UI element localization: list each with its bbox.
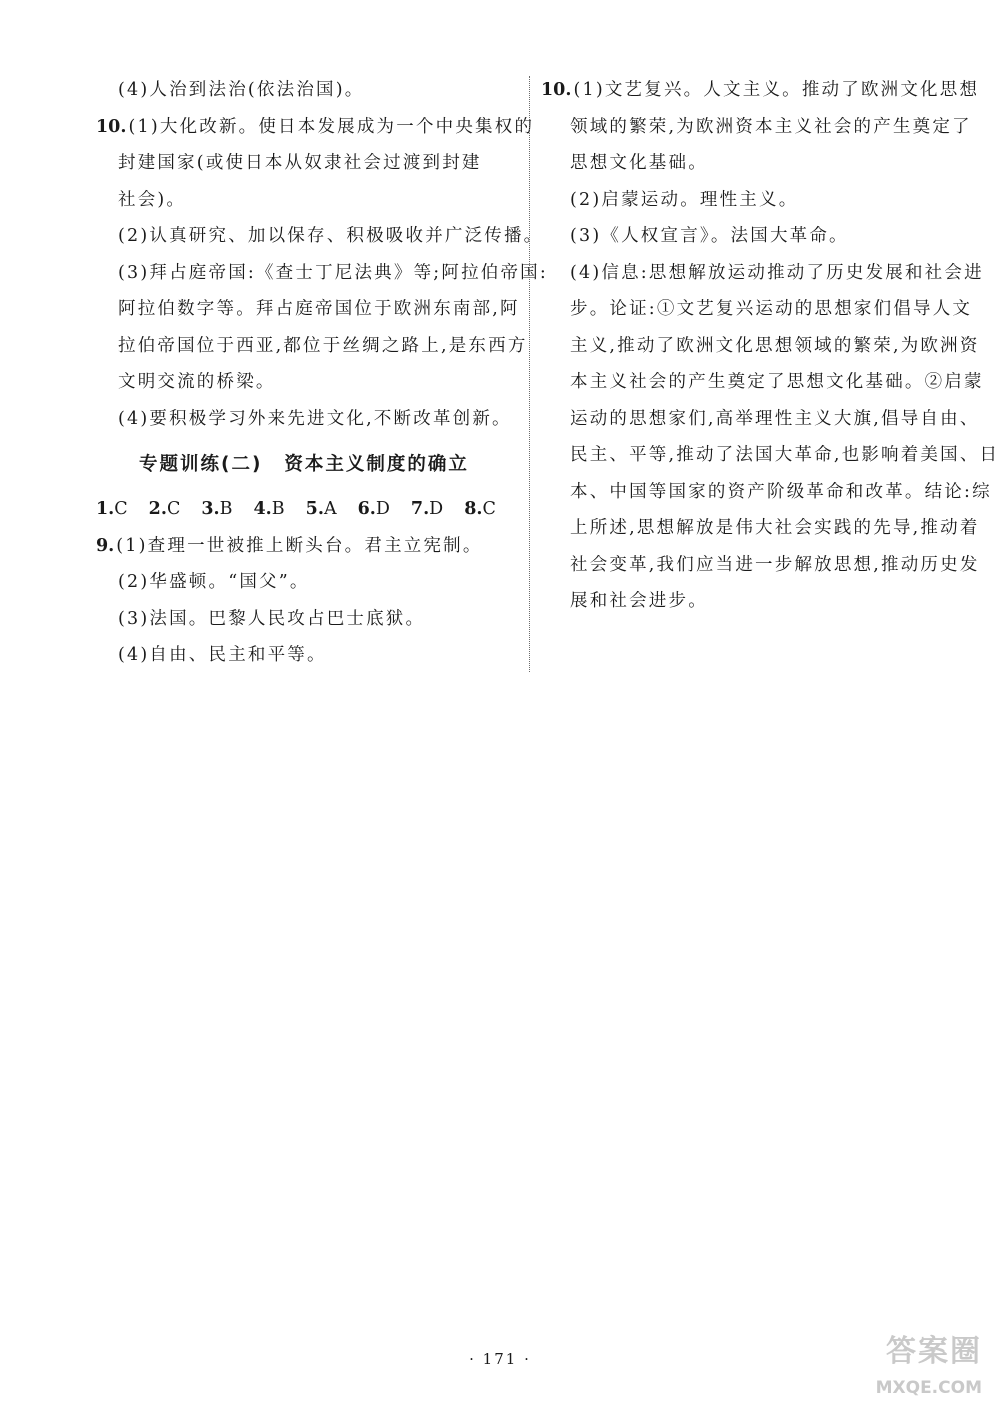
- q10-line-2: 封建国家(或使日本从奴隶社会过渡到封建: [118, 153, 482, 173]
- q9-part1: (1)查理一世被推上断头台。君主立宪制。: [116, 535, 483, 556]
- section-heading-subtitle: 资本主义制度的确立: [284, 454, 469, 475]
- r-q10-part4-line-2: 步。论证:①文艺复兴运动的思想家们倡导人文: [570, 299, 973, 319]
- r-q10-part4-line-5: 运动的思想家们,高举理性主义大旗,倡导自由、: [570, 408, 980, 429]
- mc-answer: 5.A: [305, 499, 337, 519]
- right-column: [541, 72, 1000, 620]
- r-q10-part1-line-2: 领域的繁荣,为欧洲资本主义社会的产生奠定了: [570, 116, 972, 137]
- r-q10-part1-line-3: 思想文化基础。: [570, 153, 708, 173]
- q10-part3-line-2: 阿拉伯数字等。拜占庭帝国位于欧洲东南部,阿: [118, 299, 520, 319]
- mc-answer: 6.D: [357, 499, 390, 519]
- watermark-logo-text: 答案圈: [886, 1334, 982, 1369]
- q10-part3-line-1: (3)拜占庭帝国:《查士丁尼法典》等;阿拉伯帝国:: [118, 262, 548, 283]
- r-q10-part3: (3)《人权宣言》。法国大革命。: [570, 226, 849, 246]
- q9-part3: (3)法国。巴黎人民攻占巴士底狱。: [118, 608, 426, 629]
- mc-answer: 8.C: [464, 499, 496, 519]
- page-number: · 171 ·: [469, 1350, 531, 1368]
- r-q10-part4-line-1: (4)信息:思想解放运动推动了历史发展和社会进: [570, 262, 984, 283]
- r-q10-part4-line-6: 民主、平等,推动了法国大革命,也影响着美国、日: [570, 445, 1000, 465]
- r-q10-part4-line-10: 展和社会进步。: [570, 591, 708, 611]
- section-heading: [96, 445, 524, 485]
- q10-part3-line-3: 拉伯帝国位于西亚,都位于丝绸之路上,是东西方: [118, 335, 528, 356]
- q9-part2: (2)华盛顿。“国父”。: [118, 572, 310, 592]
- watermark-logo: [838, 1326, 988, 1404]
- r-q10-part4-line-7: 本、中国等国家的资产阶级革命和改革。结论:综: [570, 481, 992, 502]
- mc-answer: 1.C: [96, 499, 128, 519]
- mc-answer: 3.B: [201, 499, 233, 519]
- q9-part4-line: (4)人治到法治(依法治国)。: [118, 80, 365, 100]
- mc-answer: 7.D: [410, 499, 444, 519]
- r-q10-part4-line-4: 本主义社会的产生奠定了思想文化基础。②启蒙: [570, 372, 984, 392]
- r-q10-part4-line-3: 主义,推动了欧洲文化思想领域的繁荣,为欧洲资: [570, 335, 980, 356]
- r-q10-number: 10.: [541, 80, 572, 100]
- q10-part4: (4)要积极学习外来先进文化,不断改革创新。: [118, 408, 512, 429]
- q10-part2: (2)认真研究、加以保存、积极吸收并广泛传播。: [118, 226, 544, 246]
- r-q10-part2: (2)启蒙运动。理性主义。: [570, 189, 799, 210]
- mc-answer: 2.C: [148, 499, 181, 519]
- q10-part3-line-4: 文明交流的桥梁。: [118, 372, 276, 392]
- watermark-site-text: MXQE.COM: [875, 1378, 982, 1398]
- r-q10-line-1: [541, 72, 980, 109]
- section-heading-title: 专题训练(二): [139, 454, 263, 475]
- q9-number: 9.: [96, 535, 115, 556]
- column-divider: [529, 76, 530, 672]
- q9-part4: (4)自由、民主和平等。: [118, 645, 327, 665]
- q10-text-1: (1)大化改新。使日本发展成为一个中央集权的: [128, 116, 535, 137]
- mc-answers-row: [96, 491, 524, 528]
- r-q10-part4-line-8: 上所述,思想解放是伟大社会实践的先导,推动着: [570, 518, 980, 538]
- left-column: [96, 72, 548, 674]
- q10-line-3: 社会)。: [118, 189, 187, 210]
- q10-number: 10.: [96, 116, 127, 137]
- mc-answer: 4.B: [253, 499, 285, 519]
- r-q10-part1-line-1: (1)文艺复兴。人文主义。推动了欧洲文化思想: [573, 80, 980, 100]
- q10-line-1: [96, 109, 535, 146]
- r-q10-part4-line-9: 社会变革,我们应当进一步解放思想,推动历史发: [570, 554, 980, 575]
- q9-line-1: [96, 528, 524, 565]
